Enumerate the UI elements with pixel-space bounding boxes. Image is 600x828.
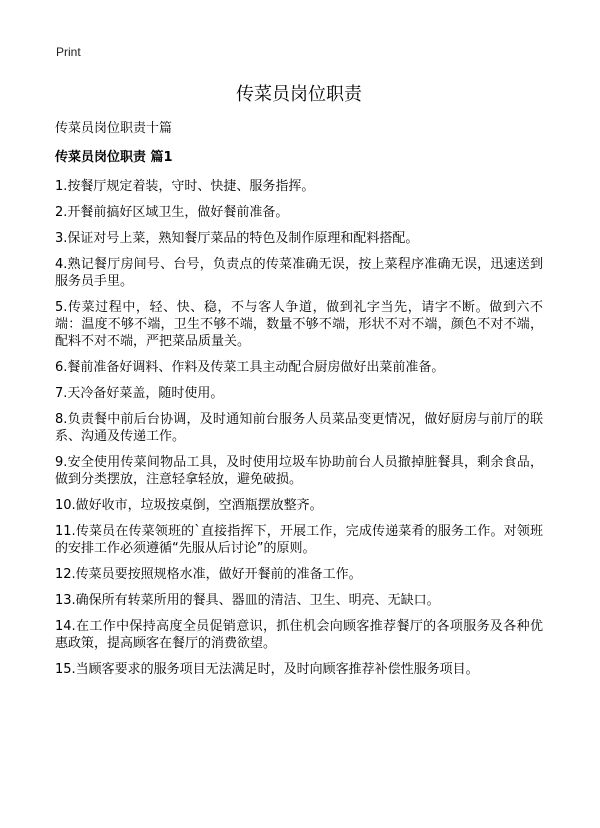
duty-item-8: 8.负责餐中前后台协调，及时通知前台服务人员菜品变更情况，做好厨房与前厅的联系、沟通及传递工作。 [55,412,543,444]
duty-item-12: 12.传菜员要按照规格水准，做好开餐前的准备工作。 [55,567,362,582]
duty-item-4: 4.熟记餐厅房间号、台号，负责点的传菜准确无误，按上菜程序准确无误，迅速送到服务员手里。 [55,257,543,289]
duty-item-11: 11.传菜员在传菜领班的`直接指挥下，开展工作，完成传递菜肴的服务工作。对领班的安排工作必须遵循“先服从后讨论”的原则。 [55,524,543,556]
duty-item-5: 5.传菜过程中，轻、快、稳，不与客人争道，做到礼字当先，请字不断。做到六不端：温度不够不端，卫生不够不端，数量不够不端，形状不对不端，颜色不对不端，配料不对不端，严把菜品质量关。 [55,300,543,349]
duty-item-9: 9.安全使用传菜间物品工具，及时使用垃圾车协助前台人员撤掉脏餐具，剩余食品，做到分类摆放，注意轻拿轻放，避免破损。 [55,455,543,487]
duty-item-1: 1.按餐厅规定着装，守时、快捷、服务指挥。 [55,179,315,194]
duty-item-15: 15.当顾客要求的服务项目无法满足时，及时向顾客推荐补偿性服务项目。 [55,662,479,677]
duty-item-6: 6.餐前准备好调料、作料及传菜工具主动配合厨房做好出菜前准备。 [55,360,445,375]
duty-item-2: 2.开餐前搞好区域卫生，做好餐前准备。 [55,205,289,220]
document-title: 传菜员岗位职责 [236,84,362,105]
duty-item-7: 7.天冷备好菜盖，随时使用。 [55,386,224,401]
duty-item-13: 13.确保所有转菜所用的餐具、器皿的清洁、卫生、明亮、无缺口。 [55,593,440,608]
section-heading: 传菜员岗位职责 篇1 [55,150,173,165]
duty-list [55,178,543,678]
duty-item-14: 14.在工作中保持高度全员促销意识，抓住机会向顾客推荐餐厅的各项服务及各种优惠政策，提高顾客在餐厅的消费欲望。 [55,619,543,651]
print-link[interactable]: Print [56,45,81,59]
duty-item-10: 10.做好收市，垃圾按桌倒，空酒瓶摆放整齐。 [55,498,323,513]
duty-item-3: 3.保证对号上菜，熟知餐厅菜品的特色及制作原理和配料搭配。 [55,231,419,246]
document-subtitle: 传菜员岗位职责十篇 [55,121,173,136]
